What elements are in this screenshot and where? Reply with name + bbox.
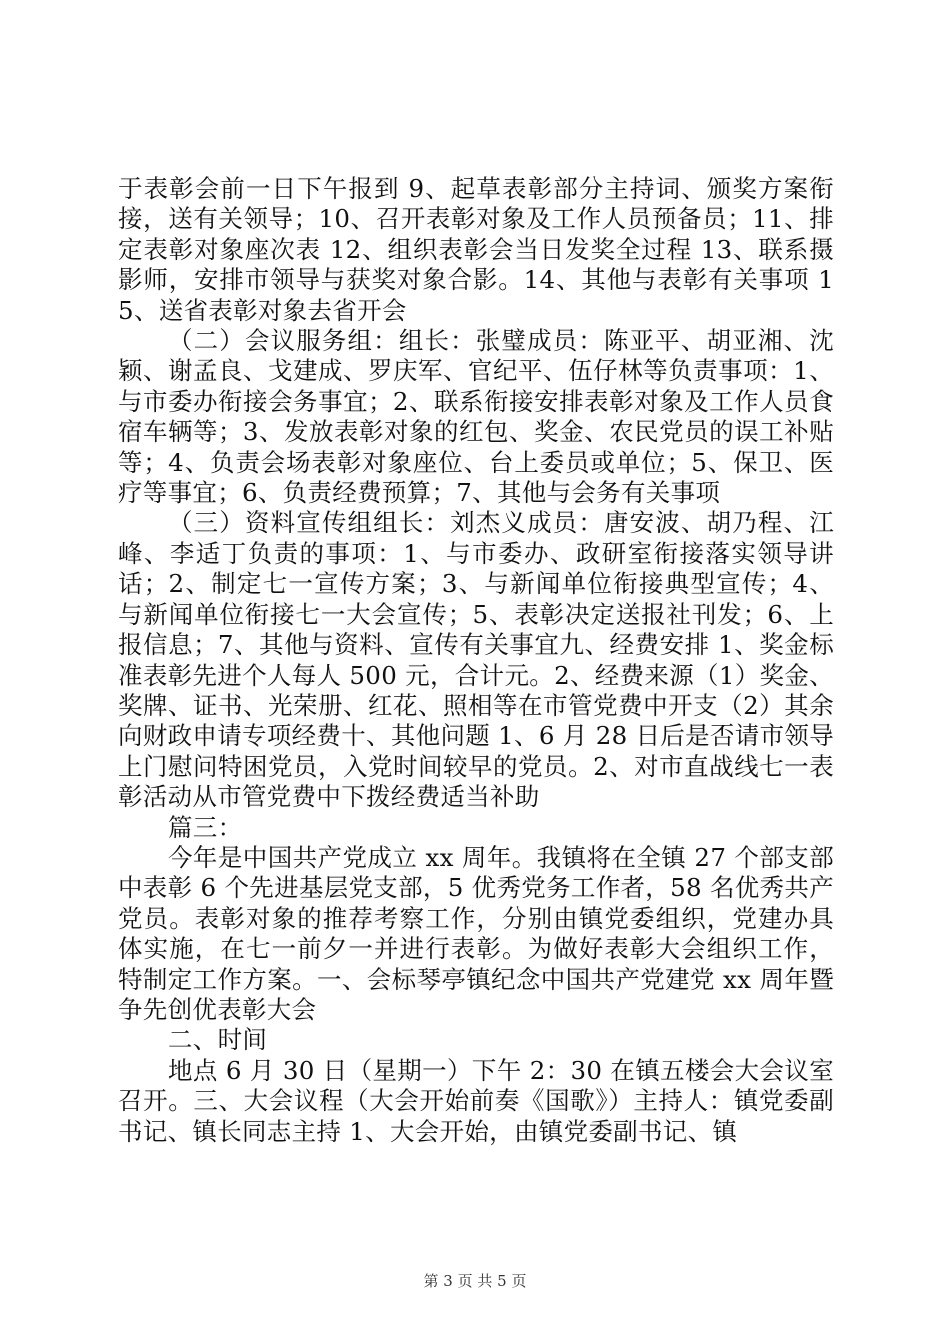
page-number-label: 第 3 页 共 5 页: [423, 1272, 527, 1290]
paragraph: 今年是中国共产党成立 xx 周年。我镇将在全镇 27 个部支部中表彰 6 个先进基层党支部，5 优秀党务工作者，58 名优秀共产党员。表彰对象的推荐考察工作，分别由镇党委组织，党建办具体实施，在七一前夕一并进行表彰。为做好表彰大会组织工作，特制定工作方案。一、会标琴亭镇纪念中国共产党建党 xx 周年暨争先创优表彰大会: [118, 842, 834, 1024]
paragraph: 于表彰会前一日下午报到 9、起草表彰部分主持词、颁奖方案衔接，送有关领导；10、召开表彰对象及工作人员预备员；11、排定表彰对象座次表 12、组织表彰会当日发奖全过程 13、联系摄影师，安排市领导与获奖对象合影。14、其他与表彰有关事项 15、送省表彰对象去省开会: [118, 174, 834, 325]
paragraph: （二）会议服务组：组长：张璧成员：陈亚平、胡亚湘、沈颖、谢孟良、戈建成、罗庆军、官纪平、伍仔林等负责事项：1、与市委办衔接会务事宜；2、联系衔接安排表彰对象及工作人员食宿车辆等；3、发放表彰对象的红包、奖金、农民党员的误工补贴等；4、负责会场表彰对象座位、台上委员或单位；5、保卫、医疗等事宜；6、负责经费预算；7、其他与会务有关事项: [118, 326, 834, 508]
section-heading: 二、时间: [168, 1025, 268, 1055]
document-body: [118, 174, 834, 1147]
page-footer: [0, 1270, 950, 1291]
paragraph: （三）资料宣传组组长：刘杰义成员：唐安波、胡乃程、江峰、李适丁负责的事项：1、与市委办、政研室衔接落实领导讲话；2、制定七一宣传方案；3、与新闻单位衔接典型宣传；4、与新闻单位衔接七一大会宣传；5、表彰决定送报社刊发；6、上报信息；7、其他与资料、宣传有关事宜九、经费安排 1、奖金标准表彰先进个人每人 500 元，合计元。2、经费来源（1）奖金、奖牌、证书、光荣册、红花、照相等在市管党费中开支（2）其余向财政申请专项经费十、其他问题 1、6 月 28 日后是否请市领导上门慰问特困党员，入党时间较早的党员。2、对市直战线七一表彰活动从市管党费中下拨经费适当补助: [118, 508, 834, 812]
paragraph: 地点 6 月 30 日（星期一）下午 2：30 在镇五楼会大会议室召开。三、大会议程（大会开始前奏《国歌》）主持人：镇党委副书记、镇长同志主持 1、大会开始，由镇党委副书记、镇: [118, 1055, 834, 1146]
section-heading: 篇三：: [168, 812, 243, 842]
